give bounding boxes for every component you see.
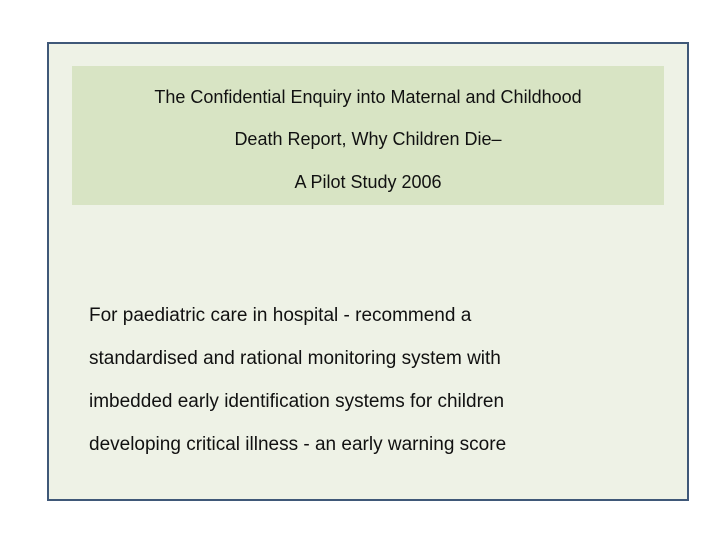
body-line-4: developing critical illness - an early warning score: [89, 434, 507, 455]
title-line-2: Death Report, Why Children Die–: [234, 129, 502, 149]
body-line-2: standardised and rational monitoring system with: [89, 348, 501, 369]
title-line-1: The Confidential Enquiry into Maternal and Childhood: [154, 87, 582, 107]
body-line-1: For paediatric care in hospital - recommend a: [89, 305, 472, 326]
body-line-3: imbedded early identification systems for children: [89, 391, 505, 412]
title-box: [72, 66, 664, 205]
title-line-3: A Pilot Study 2006: [294, 172, 442, 192]
